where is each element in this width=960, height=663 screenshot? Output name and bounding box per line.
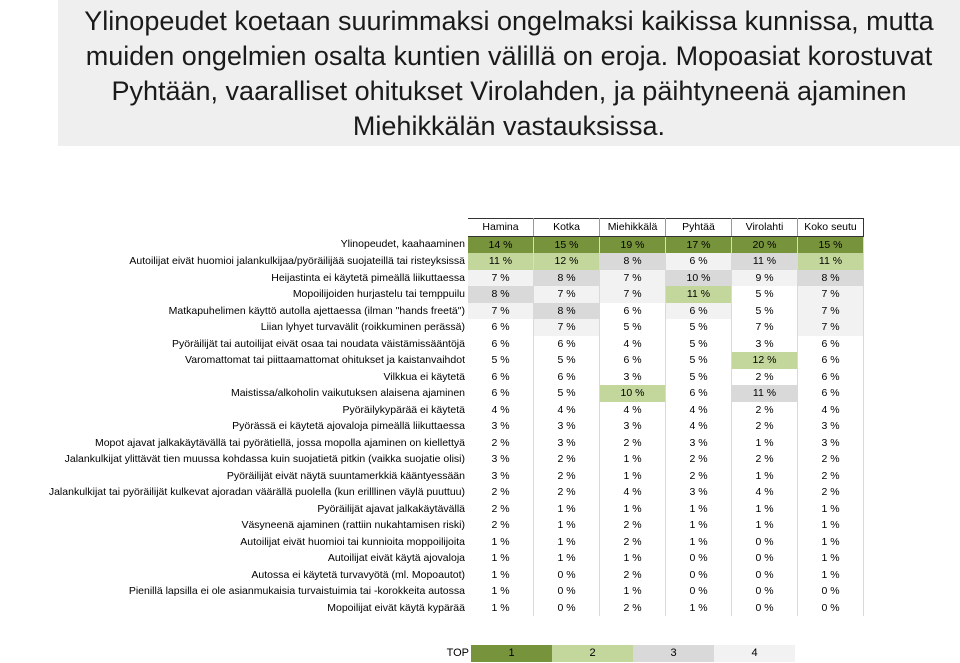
table-cell: 5 % <box>600 319 666 336</box>
table-cell: 2 % <box>468 435 534 452</box>
table-cell: 7 % <box>798 319 864 336</box>
legend-label: TOP <box>446 647 469 659</box>
table-cell: 15 % <box>534 236 600 253</box>
table-row <box>0 517 864 534</box>
table-cell: 9 % <box>732 270 798 287</box>
table-header-row <box>0 219 864 237</box>
table-row <box>0 336 864 353</box>
row-label: Pyöräilykypärää ei käytetä <box>342 403 465 416</box>
table-cell: 1 % <box>732 468 798 485</box>
table-cell: 2 % <box>600 517 666 534</box>
table-cell: 6 % <box>666 303 732 320</box>
table-row <box>0 270 864 287</box>
table-cell: 6 % <box>468 336 534 353</box>
table-row <box>0 468 864 485</box>
table-cell: 2 % <box>732 369 798 386</box>
page-title: Ylinopeudet koetaan suurimmaksi ongelmaksi kaikissa kunnissa, mutta muiden ongelmien osalta kuntien välillä on eroja. Mopoasiat korostuvat Pyhtään, vaaralliset ohitukset Virolahden, ja päihtyneenä ajaminen Miehikkälän vastauksissa. <box>84 6 934 141</box>
table-cell: 14 % <box>468 236 534 253</box>
table-cell: 1 % <box>666 501 732 518</box>
column-header: Miehikkälä <box>600 219 666 237</box>
table-cell: 6 % <box>468 319 534 336</box>
table-cell: 2 % <box>534 484 600 501</box>
table-cell: 4 % <box>468 402 534 419</box>
table-cell: 2 % <box>600 435 666 452</box>
table-row <box>0 385 864 402</box>
table-cell: 1 % <box>798 567 864 584</box>
row-label: Pienillä lapsilla ei ole asianmukaisia turvaistuimia tai -korokkeita autossa <box>128 585 465 597</box>
row-label: Liian lyhyet turvavälit (roikkuminen perässä) <box>260 321 465 333</box>
table-cell: 0 % <box>732 534 798 551</box>
table-row <box>0 451 864 468</box>
table-cell: 7 % <box>600 286 666 303</box>
table-cell: 1 % <box>666 517 732 534</box>
table-cell: 2 % <box>600 567 666 584</box>
table-cell: 1 % <box>468 600 534 617</box>
table-cell: 4 % <box>666 418 732 435</box>
row-label: Heijastinta ei käytetä pimeällä liikuttaessa <box>271 271 465 284</box>
table-cell: 1 % <box>468 583 534 600</box>
table-row <box>0 418 864 435</box>
top-legend <box>441 645 795 662</box>
table-cell: 5 % <box>468 352 534 369</box>
table-cell: 1 % <box>600 550 666 567</box>
table-cell: 7 % <box>468 270 534 287</box>
table-cell: 3 % <box>468 468 534 485</box>
table-cell: 2 % <box>798 484 864 501</box>
table-cell: 0 % <box>732 583 798 600</box>
table-row <box>0 534 864 551</box>
table-cell: 11 % <box>468 253 534 270</box>
table-row <box>0 583 864 600</box>
table-cell: 2 % <box>468 517 534 534</box>
table-cell: 11 % <box>732 385 798 402</box>
table-row <box>0 319 864 336</box>
table-cell: 6 % <box>798 369 864 386</box>
table-cell: 4 % <box>798 402 864 419</box>
table-cell: 0 % <box>534 567 600 584</box>
table-cell: 10 % <box>600 385 666 402</box>
table-cell: 3 % <box>798 435 864 452</box>
table-cell: 1 % <box>600 451 666 468</box>
table-cell: 0 % <box>732 567 798 584</box>
table-cell: 3 % <box>600 369 666 386</box>
legend-item-2: 2 <box>552 645 633 662</box>
table-cell: 7 % <box>798 286 864 303</box>
table-cell: 2 % <box>600 534 666 551</box>
table-cell: 2 % <box>534 451 600 468</box>
row-label: Jalankulkijat ylittävät tien muussa kohdassa kuin suojatietä pitkin (vaikka suojatie olisi) <box>64 453 465 465</box>
legend-item-1: 1 <box>471 645 552 662</box>
table-cell: 3 % <box>600 418 666 435</box>
table-cell: 10 % <box>666 270 732 287</box>
table-cell: 7 % <box>600 270 666 287</box>
table-cell: 2 % <box>666 468 732 485</box>
table-cell: 5 % <box>732 286 798 303</box>
table-corner <box>0 219 468 237</box>
table-row <box>0 253 864 270</box>
table-cell: 5 % <box>666 319 732 336</box>
table-body <box>0 236 864 616</box>
table-cell: 7 % <box>798 303 864 320</box>
table-row <box>0 567 864 584</box>
table-cell: 1 % <box>798 550 864 567</box>
table-cell: 3 % <box>732 336 798 353</box>
table-cell: 4 % <box>600 402 666 419</box>
table-cell: 8 % <box>600 253 666 270</box>
table-row <box>0 352 864 369</box>
table-cell: 8 % <box>534 303 600 320</box>
table-cell: 2 % <box>666 451 732 468</box>
table-cell: 1 % <box>468 567 534 584</box>
table-cell: 3 % <box>798 418 864 435</box>
table-row <box>0 484 864 501</box>
table-cell: 0 % <box>666 567 732 584</box>
row-label: Jalankulkijat tai pyöräilijät kulkevat ajoradan väärällä puolella (kun erilllinen väylä puuttuu) <box>48 486 465 498</box>
legend-row <box>441 645 795 662</box>
table-cell: 2 % <box>468 501 534 518</box>
table-cell: 4 % <box>600 336 666 353</box>
table-cell: 2 % <box>732 402 798 419</box>
legend-item-3: 3 <box>633 645 714 662</box>
table-cell: 6 % <box>600 303 666 320</box>
table-cell: 20 % <box>732 236 798 253</box>
row-label: Autoilijat eivät huomioi tai kunnioita moppoilijoita <box>240 535 465 548</box>
row-label: Autoilijat eivät huomioi jalankulkijaa/pyöräilijää suojateillä tai risteyksissä <box>129 255 465 267</box>
table-cell: 1 % <box>468 534 534 551</box>
table-row <box>0 303 864 320</box>
table-cell: 12 % <box>732 352 798 369</box>
column-header: Koko seutu <box>798 219 864 237</box>
table-cell: 6 % <box>798 385 864 402</box>
table-row <box>0 550 864 567</box>
row-label: Mopot ajavat jalkakäytävällä tai pyörätiellä, jossa mopolla ajaminen on kiellettyä <box>94 436 465 449</box>
table-cell: 1 % <box>732 501 798 518</box>
table-cell: 2 % <box>732 451 798 468</box>
table-row <box>0 600 864 617</box>
row-label: Vilkkua ei käytetä <box>383 370 465 383</box>
table-cell: 0 % <box>798 600 864 617</box>
table-cell: 2 % <box>798 451 864 468</box>
table-cell: 0 % <box>798 583 864 600</box>
table-cell: 11 % <box>732 253 798 270</box>
row-label: Pyöräilijät ajavat jalkakäytävällä <box>317 502 465 515</box>
table-cell: 1 % <box>798 534 864 551</box>
table-cell: 7 % <box>534 319 600 336</box>
table-cell: 6 % <box>534 369 600 386</box>
results-table <box>0 218 864 616</box>
row-label: Maistissa/alkoholin vaikutuksen alaisena ajaminen <box>230 387 465 399</box>
table-cell: 4 % <box>600 484 666 501</box>
table-cell: 3 % <box>534 418 600 435</box>
legend-item-4: 4 <box>714 645 795 662</box>
table-cell: 17 % <box>666 236 732 253</box>
table-cell: 8 % <box>798 270 864 287</box>
table-cell: 5 % <box>666 352 732 369</box>
table-cell: 0 % <box>534 583 600 600</box>
table-cell: 1 % <box>798 517 864 534</box>
row-label: Pyöräilijät tai autoilijat eivät osaa tai noudata väistämissääntöjä <box>171 337 465 350</box>
table-cell: 6 % <box>666 385 732 402</box>
table-cell: 1 % <box>534 501 600 518</box>
table-cell: 5 % <box>534 385 600 402</box>
table-cell: 0 % <box>666 583 732 600</box>
table-cell: 5 % <box>534 352 600 369</box>
column-header: Pyhtää <box>666 219 732 237</box>
column-header: Kotka <box>534 219 600 237</box>
table-row <box>0 402 864 419</box>
table-cell: 7 % <box>468 303 534 320</box>
column-header: Hamina <box>468 219 534 237</box>
table-cell: 6 % <box>798 336 864 353</box>
table-cell: 2 % <box>600 600 666 617</box>
table-cell: 2 % <box>534 468 600 485</box>
table-cell: 11 % <box>666 286 732 303</box>
row-label: Väsyneenä ajaminen (rattiin nukahtamisen riski) <box>241 519 465 531</box>
table-cell: 1 % <box>798 501 864 518</box>
table-cell: 5 % <box>666 336 732 353</box>
table-cell: 4 % <box>732 484 798 501</box>
row-label: Mopoilijoiden hurjastelu tai temppuilu <box>292 288 465 300</box>
row-label: Ylinopeudet, kaahaaminen <box>340 238 465 251</box>
table-cell: 0 % <box>666 550 732 567</box>
table-cell: 2 % <box>468 484 534 501</box>
table-cell: 2 % <box>798 468 864 485</box>
table-cell: 6 % <box>666 253 732 270</box>
table-cell: 6 % <box>468 369 534 386</box>
table-cell: 6 % <box>600 352 666 369</box>
table-cell: 8 % <box>534 270 600 287</box>
table-cell: 12 % <box>534 253 600 270</box>
table-cell: 1 % <box>732 435 798 452</box>
table-row <box>0 435 864 452</box>
table-cell: 1 % <box>600 468 666 485</box>
table-cell: 3 % <box>666 435 732 452</box>
row-label: Pyörässä ei käytetä ajovaloja pimeällä liikuttaessa <box>232 420 465 432</box>
table-cell: 3 % <box>534 435 600 452</box>
row-label: Mopoilijat eivät käytä kypärää <box>327 601 465 614</box>
table-cell: 3 % <box>468 418 534 435</box>
table-cell: 7 % <box>534 286 600 303</box>
table-cell: 3 % <box>666 484 732 501</box>
table-row <box>0 501 864 518</box>
table-cell: 1 % <box>534 517 600 534</box>
table-cell: 0 % <box>732 600 798 617</box>
table-cell: 1 % <box>468 550 534 567</box>
table-cell: 1 % <box>666 600 732 617</box>
row-label: Autoilijat eivät käytä ajovaloja <box>327 552 465 564</box>
table-cell: 5 % <box>732 303 798 320</box>
table-cell: 15 % <box>798 236 864 253</box>
table-cell: 1 % <box>600 583 666 600</box>
table-cell: 0 % <box>534 600 600 617</box>
table-cell: 0 % <box>732 550 798 567</box>
table-cell: 6 % <box>468 385 534 402</box>
table-cell: 1 % <box>534 534 600 551</box>
table-cell: 7 % <box>732 319 798 336</box>
table-cell: 1 % <box>534 550 600 567</box>
table-cell: 4 % <box>534 402 600 419</box>
table-cell: 6 % <box>798 352 864 369</box>
row-label: Varomattomat tai piittaamattomat ohitukset ja kaistanvaihdot <box>185 354 465 366</box>
table-cell: 1 % <box>732 517 798 534</box>
table-row <box>0 286 864 303</box>
table-cell: 11 % <box>798 253 864 270</box>
table-cell: 4 % <box>666 402 732 419</box>
table-cell: 1 % <box>666 534 732 551</box>
table-cell: 6 % <box>534 336 600 353</box>
column-header: Virolahti <box>732 219 798 237</box>
row-label: Pyöräilijät eivät näytä suuntamerkkiä kääntyessään <box>226 469 465 482</box>
row-label: Autossa ei käytetä turvavyötä (ml. Mopoautot) <box>251 568 465 581</box>
table-cell: 3 % <box>468 451 534 468</box>
table-cell: 19 % <box>600 236 666 253</box>
table-cell: 5 % <box>666 369 732 386</box>
table-cell: 8 % <box>468 286 534 303</box>
table-row <box>0 369 864 386</box>
row-label: Matkapuhelimen käyttö autolla ajettaessa (ilman "hands freetä") <box>168 304 465 317</box>
table-cell: 1 % <box>600 501 666 518</box>
table-row <box>0 236 864 253</box>
table-cell: 2 % <box>732 418 798 435</box>
